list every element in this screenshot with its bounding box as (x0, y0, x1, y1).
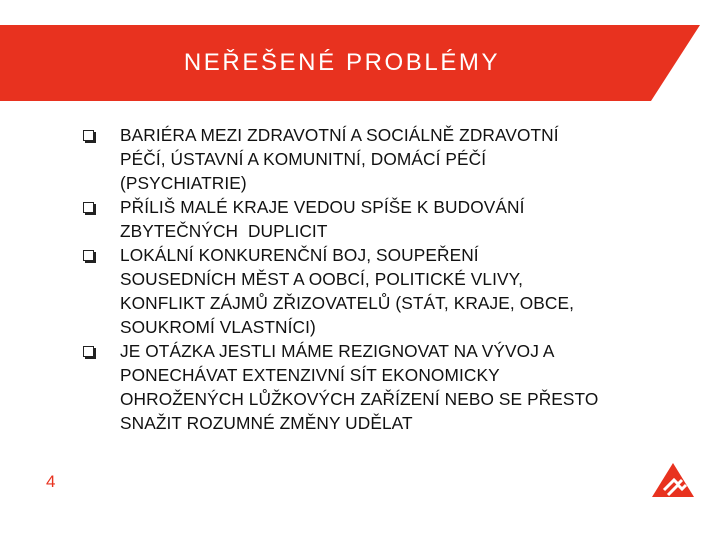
bullet-3-line-1: LOKÁLNÍ KONKURENČNÍ BOJ, SOUPEŘENÍ (120, 245, 479, 265)
bullet-4-line-1: JE OTÁZKA JESTLI MÁME REZIGNOVAT NA VÝVOJ A (120, 341, 555, 361)
bullet-item-1 (80, 123, 680, 195)
checkbox-bullet-icon (83, 250, 94, 261)
bullet-4-line-3: OHROŽENÝCH LŮŽKOVÝCH ZAŘÍZENÍ NEBO SE PŘESTO (120, 389, 599, 409)
bullet-2-line-2: ZBYTEČNÝCH DUPLICIT (120, 221, 328, 241)
checkbox-bullet-icon (83, 346, 94, 357)
bullet-4-line-4: SNAŽIT ROZUMNÉ ZMĚNY UDĚLAT (120, 413, 413, 433)
bullet-1-line-3: (PSYCHIATRIE) (120, 173, 247, 193)
bullet-item-2 (80, 195, 680, 243)
bullet-1-line-1: BARIÉRA MEZI ZDRAVOTNÍ A SOCIÁLNĚ ZDRAVOTNÍ (120, 125, 559, 145)
bullet-list (80, 123, 680, 435)
bullet-2-line-1: PŘÍLIŠ MALÉ KRAJE VEDOU SPÍŠE K BUDOVÁNÍ (120, 197, 525, 217)
checkbox-bullet-icon (83, 202, 94, 213)
bullet-3-line-3: KONFLIKT ZÁJMŮ ZŘIZOVATELŮ (STÁT, KRAJE, OBCE, (120, 293, 574, 313)
checkbox-bullet-icon (83, 130, 94, 141)
bullet-3-line-2: SOUSEDNÍCH MĚST A OOBCÍ, POLITICKÉ VLIVY, (120, 269, 523, 289)
bullet-item-3 (80, 243, 680, 339)
bullet-4-line-2: PONECHÁVAT EXTENZIVNÍ SÍT EKONOMICKY (120, 365, 500, 385)
bullet-item-4 (80, 339, 680, 435)
bullet-1-line-2: PÉČÍ, ÚSTAVNÍ A KOMUNITNÍ, DOMÁCÍ PÉČÍ (120, 149, 487, 169)
logo-icon (650, 462, 696, 498)
slide-title: NEŘEŠENÉ PROBLÉMY (183, 49, 501, 76)
bullet-3-line-4: SOUKROMÍ VLASTNÍCI) (120, 317, 316, 337)
slide-number: 4 (46, 472, 56, 491)
